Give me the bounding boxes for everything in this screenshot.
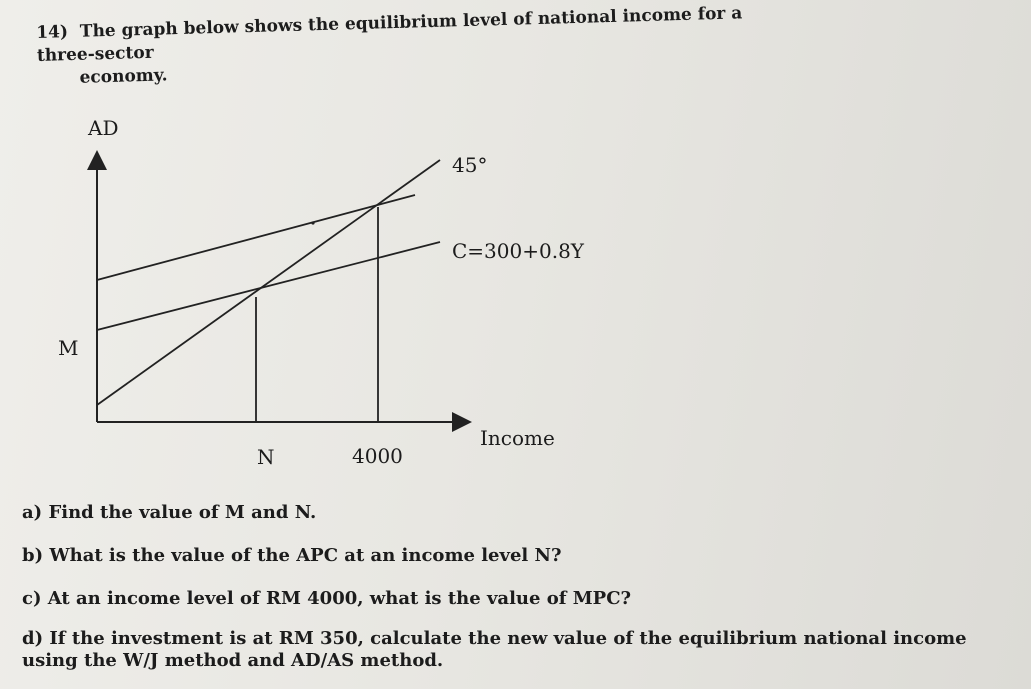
question-b-label: b) (22, 545, 44, 566)
question-text-line2: economy. (79, 65, 168, 88)
question-d-text-line2: using the W/J method and AD/AS method. (22, 649, 444, 671)
question-a (22, 502, 316, 524)
x-mark-n-label: N (257, 445, 275, 469)
line-45-degree (97, 160, 440, 405)
y-axis-label: AD (88, 116, 119, 140)
question-d (22, 628, 967, 671)
question-c-label: c) (22, 588, 42, 609)
aggregate-demand-line (97, 195, 415, 280)
consumption-line (97, 242, 440, 330)
line-45-label: 45° (452, 153, 488, 177)
question-b (22, 545, 562, 567)
question-b-text: What is the value of the APC at an income level N? (49, 545, 562, 566)
question-number: 14) (36, 22, 69, 43)
question-d-label: d) (22, 628, 44, 649)
x-mark-4000-label: 4000 (352, 444, 403, 468)
pencil-dot (311, 221, 314, 224)
question-text-line1: The graph below shows the equilibrium level of national income for a three-sector (36, 3, 743, 66)
question-c-text: At an income level of RM 4000, what is the value of MPC? (47, 588, 632, 609)
x-axis-label: Income (480, 426, 555, 450)
question-a-text: Find the value of M and N. (48, 502, 317, 523)
consumption-label: C=300+0.8Y (452, 239, 585, 263)
y-intercept-label: M (58, 336, 79, 360)
question-c (22, 588, 631, 610)
question-a-label: a) (22, 502, 43, 523)
question-d-text: If the investment is at RM 350, calculate the new value of the equilibrium national income (49, 628, 967, 649)
